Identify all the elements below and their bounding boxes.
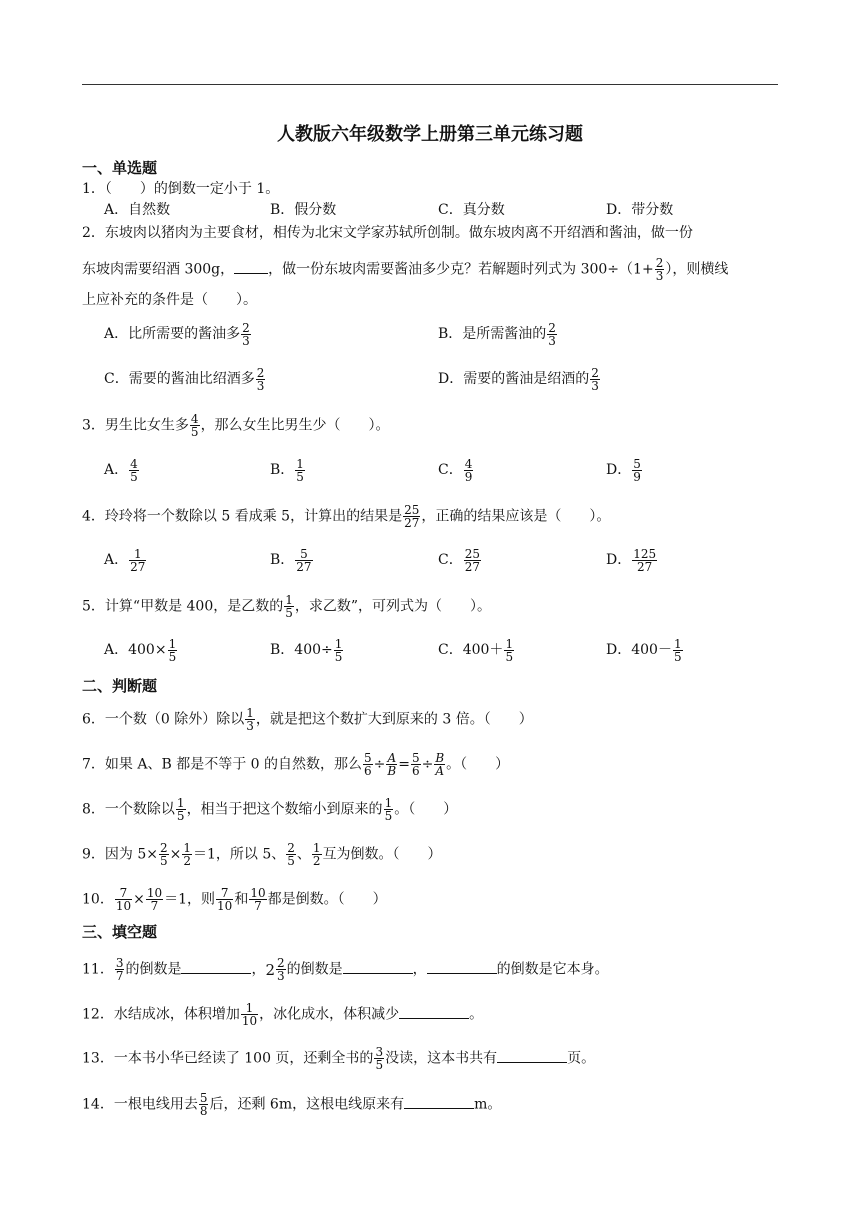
question-13: 13．一本书小华已经读了 100 页，还剩全书的 $\frac{3}{5}$ 没读，这本书共有 页。: [82, 1045, 596, 1072]
question-1: 1．（ ）的倒数一定小于 1。: [82, 181, 280, 197]
question-9: 9．因为 5× $\frac{2}{5}$ × $\frac{1}{2}$ ＝1，所以 5、 $\frac{2}{5}$ 、 $\frac{1}{2}$ 互为倒数。（ ）: [82, 841, 442, 868]
question-4: 4．玲玲将一个数除以 5 看成乘 5，计算出的结果是 $\frac{25}{27}$ ，正确的结果应该是（ ）。: [82, 503, 611, 530]
section-heading-true-false: 二、判断题: [82, 677, 158, 695]
option-a[interactable]: A．自然数: [104, 202, 171, 218]
option-a[interactable]: A．比所需要的酱油多 $\frac{2}{3}$: [104, 320, 250, 348]
question-12: 12．水结成冰，体积增加 $\frac{1}{10}$ ，冰化成水，体积减少 。: [82, 1001, 484, 1028]
option-d[interactable]: D． $\frac{5}{9}$: [606, 456, 641, 484]
option-b[interactable]: B．是所需酱油的 $\frac{2}{3}$: [438, 320, 556, 348]
option-a[interactable]: A． $\frac{4}{5}$: [104, 456, 138, 484]
option-d[interactable]: D．需要的酱油是绍酒的 $\frac{2}{3}$: [438, 365, 599, 393]
question-10: 10． $\frac{7}{10}$ × $\frac{10}{7}$ ＝1，则 $\frac{7}{10}$ 和 $\frac{10}{7}$ 都是倒数。（ ）: [82, 886, 387, 913]
option-b[interactable]: B． $\frac{5}{27}$: [270, 546, 312, 574]
question-8: 8．一个数除以 $\frac{1}{5}$ ，相当于把这个数缩小到原来的 $\frac{1}{5}$ 。（ ）: [82, 796, 458, 823]
section-heading-fill-in: 三、填空题: [82, 923, 158, 941]
option-c[interactable]: C．400＋ $\frac{1}{5}$: [438, 636, 514, 664]
option-a[interactable]: A． $\frac{1}{27}$: [104, 546, 146, 574]
option-d[interactable]: D．带分数: [606, 202, 674, 218]
option-c[interactable]: C． $\frac{4}{9}$: [438, 456, 473, 484]
option-b[interactable]: B． $\frac{1}{5}$: [270, 456, 304, 484]
page-title: 人教版六年级数学上册第三单元练习题: [277, 124, 583, 145]
question-2-line-1: 2．东坡肉以猪肉为主要食材，相传为北宋文学家苏轼所创制。做东坡肉离不开绍酒和酱油，做一份: [82, 225, 693, 241]
answer-blank[interactable]: [404, 1094, 474, 1109]
answer-blank[interactable]: [427, 959, 497, 974]
question-3: 3．男生比女生多 $\frac{4}{5}$ ，那么女生比男生少（ ）。: [82, 412, 390, 439]
answer-blank[interactable]: [181, 959, 251, 974]
top-rule: [82, 84, 778, 85]
option-c[interactable]: C．需要的酱油比绍酒多 $\frac{2}{3}$: [104, 365, 265, 393]
question-5: 5．计算“甲数是 400，是乙数的 $\frac{1}{5}$ ，求乙数”，可列式为（ ）。: [82, 593, 492, 620]
option-c[interactable]: C．真分数: [438, 202, 505, 218]
fraction: $\frac{2}{3}$: [655, 256, 664, 283]
answer-blank[interactable]: [234, 259, 268, 274]
question-7: 7．如果 A、B 都是不等于 0 的自然数，那么 $\frac{5}{6}$ ÷ $\frac{A}{B}$ = $\frac{5}{6}$ ÷ $\frac{B}{A}$ 。（ ）: [82, 751, 510, 778]
question-6: 6．一个数（0 除外）除以 $\frac{1}{3}$ ，就是把这个数扩大到原来的 3 倍。（ ）: [82, 706, 533, 733]
question-2-line-2: 东坡肉需要绍酒 300g， ，做一份东坡肉需要酱油多少克？若解题时列式为 300÷（1+ $\frac{2}{3}$ ），则横线: [82, 256, 729, 283]
option-a[interactable]: A．400× $\frac{1}{5}$: [104, 636, 177, 664]
section-heading-single-choice: 一、单选题: [82, 159, 158, 177]
option-d[interactable]: D． $\frac{125}{27}$: [606, 546, 657, 574]
answer-blank[interactable]: [399, 1004, 469, 1019]
option-b[interactable]: B．400÷ $\frac{1}{5}$: [270, 636, 343, 664]
option-b[interactable]: B．假分数: [270, 202, 337, 218]
option-d[interactable]: D．400－ $\frac{1}{5}$: [606, 636, 682, 664]
option-c[interactable]: C． $\frac{25}{27}$: [438, 546, 480, 574]
answer-blank[interactable]: [343, 959, 413, 974]
answer-blank[interactable]: [497, 1048, 567, 1063]
question-2-line-3: 上应补充的条件是（ ）。: [82, 292, 257, 308]
question-14: 14．一根电线用去 $\frac{5}{8}$ 后，还剩 6m，这根电线原来有 m。: [82, 1091, 502, 1118]
question-11: 11． $\frac{3}{7}$ 的倒数是 ，2 $\frac{2}{3}$ 的倒数是 ， 的倒数是它本身。: [82, 956, 609, 983]
